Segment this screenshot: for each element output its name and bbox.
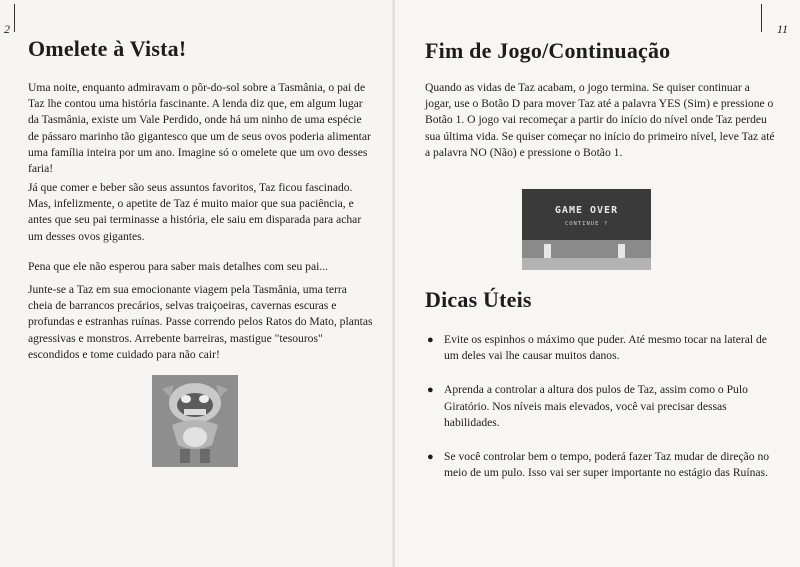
right-page-title: Fim de Jogo/Continuação [425,38,671,63]
tips-title: Dicas Úteis [425,287,532,312]
bullet-icon: ● [427,334,434,346]
story-paragraph-2: Já que comer e beber são seus assuntos favoritos, Taz ficou fascinado. Mas, infelizmente, o apetite de Taz é muito maior que sua paciência, e antes que seu pai terminasse a história, ele saiu em disparada para achar um desses ovos gigantes. [28,181,362,243]
taz-illustration [152,375,238,467]
list-item [425,382,775,431]
screenshot-post-left [544,244,551,258]
screenshot-post-right [618,244,625,258]
story-paragraph-4: Junte-se a Taz em sua emocionante viagem pela Tasmânia, uma terra cheia de barrancos precários, selvas traiçoeiras, cavernas escuras e profundas e estranhas ruínas. Passe correndo pelos Ratos do Mato, plantas agressivas e monstros. Arrebente barreiras, mastigue "tesouros" escondidos e tome cuidado para não cair! [28,283,373,361]
page-number-right: 11 [776,22,788,36]
tips-list [425,332,775,499]
right-page [395,0,800,567]
taz-character-image [152,375,238,467]
page-number-left: 2 [4,22,10,36]
story-paragraph-1: Uma noite, enquanto admiravam o pôr-do-sol sobre a Tasmânia, o pai de Taz lhe contou uma história fascinante. A lenda diz que, em algum lugar da Tasmânia, existe um Vale Perdido, onde há um ninho de uma espécie de pássaro marinho tão gigantesco que um de seus ovos poderia alimentar uma família inteira por um ano. Imagine só o omelete que um ovo desses faria! [28,81,371,176]
tip-text: Se você controlar bem o tempo, poderá fazer Taz mudar de direção no meio de um pulo. Isso vai ser super importante no estágio das Ruínas. [444,450,770,480]
bullet-icon: ● [427,451,434,464]
game-over-paragraph: Quando as vidas de Taz acabam, o jogo termina. Se quiser continuar a jogar, use o Botão D para mover Taz até a palavra YES (Sim) e pressione o Botão 1. O jogo vai recomeçar a partir do início do nível onde Taz perdeu sua última vida. Se quiser começar no início do primeiro nível, leve Taz até a palavra NO (Não) e pressione o Botão 1. [425,81,775,159]
left-page-title: Omelete à Vista! [28,36,187,61]
story-paragraph-3: Pena que ele não esperou para saber mais detalhes com seu pai... [28,260,329,273]
game-over-text: GAME OVER [554,205,619,216]
tip-text: Aprenda a controlar a altura dos pulos de Taz, assim como o Pulo Giratório. Nos níveis mais elevados, você vai precisar dessas habilidades. [444,383,748,429]
page-corner-mark [761,4,762,32]
screenshot-ground [522,258,651,270]
tip-text: Evite os espinhos o máximo que puder. Até mesmo tocar na lateral de um deles vai lhe causar muitos danos. [444,333,767,363]
bullet-icon: ● [427,384,434,397]
page-corner-mark [14,4,15,32]
continue-text: CONTINUE ? [564,221,609,227]
game-over-screenshot [522,189,651,270]
list-item [425,449,775,481]
list-item [425,332,775,364]
left-page [0,0,395,567]
